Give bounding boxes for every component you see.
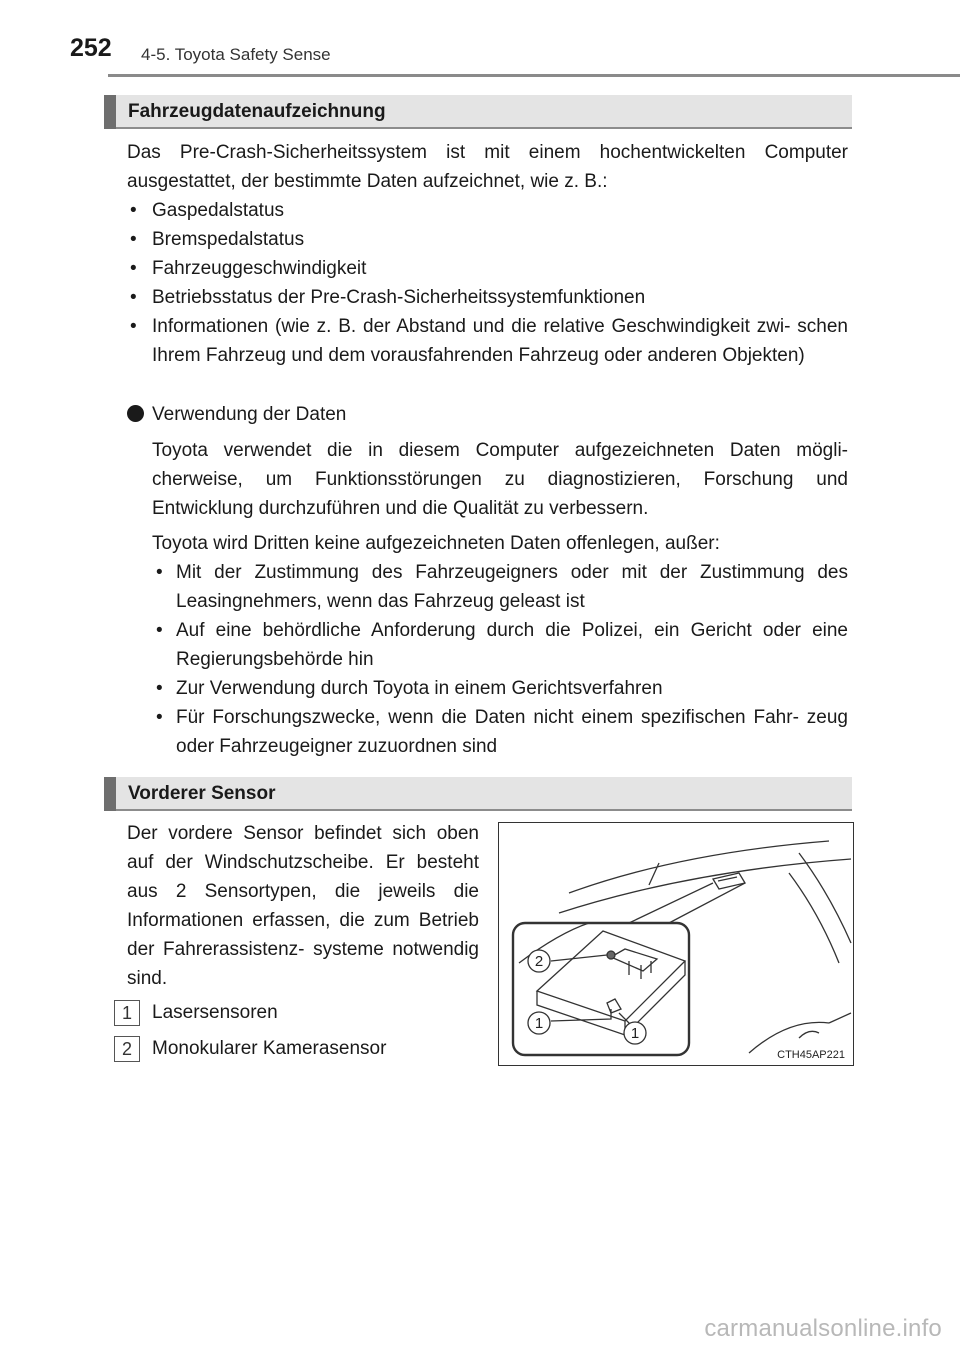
section-heading-vorderer-sensor xyxy=(104,777,852,811)
list-item: • Bremspedalstatus xyxy=(130,225,848,254)
sensor-paragraph: Der vordere Sensor befindet sich oben auf der Windschutzscheibe. Er besteht aus 2 Sensortypen, die jeweils die Informationen erfassen, die zum Betrieb der Fahrerassistenz- systeme notwendig sind. xyxy=(127,823,479,989)
chapter-title: 4-5. Toyota Safety Sense xyxy=(141,45,331,64)
bullet-dot: • xyxy=(130,200,137,221)
section-accent xyxy=(104,777,116,811)
list-item: • Fahrzeuggeschwindigkeit xyxy=(130,254,848,283)
bullet-dot: • xyxy=(130,316,137,337)
usage-paragraph-1: Toyota verwendet die in diesem Computer aufgezeichneten Daten mögli- cherweise, um Funktionsstörungen zu diagnostizieren, Forschung und Entwicklung durchzuführen und die Qualität zu verbessern. xyxy=(152,440,848,519)
header-rule xyxy=(108,74,960,77)
watermark: carmanualsonline.info xyxy=(704,1315,942,1342)
callout-1b: 1 xyxy=(630,1025,640,1042)
list-item: • Gaspedalstatus xyxy=(130,196,848,225)
item-label-lasersensoren: Lasersensoren xyxy=(152,1002,278,1023)
usage-heading: Verwendung der Daten xyxy=(152,404,347,425)
usage-paragraph-2: Toyota wird Dritten keine aufgezeichneten Daten offenlegen, außer: xyxy=(152,533,720,554)
item-number-1: 1 xyxy=(114,1000,140,1026)
section-accent xyxy=(104,95,116,129)
section-title: Fahrzeugdatenaufzeichnung xyxy=(128,101,386,122)
bullet-dot: • xyxy=(130,287,137,308)
bullet-dot: • xyxy=(130,258,137,279)
bullet-dot: • xyxy=(156,678,163,699)
callout-1a: 1 xyxy=(534,1015,544,1032)
windshield-sensor-illustration xyxy=(499,823,853,1065)
bullet-dot: • xyxy=(156,707,163,728)
bullet-dot: • xyxy=(156,620,163,641)
intro-paragraph: Das Pre-Crash-Sicherheitssystem ist mit einem hochentwickelten Computer ausgestattet, der bestimmte Daten aufzeichnet, wie z. B.: xyxy=(127,142,848,192)
page-header xyxy=(0,0,960,80)
list-item: • Mit der Zustimmung des Fahrzeugeigners oder mit der Zustimmung des Leasingnehmers, wenn das Fahrzeug geleast ist xyxy=(156,558,848,616)
figure-code: CTH45AP221 xyxy=(777,1049,845,1061)
list-item: • Informationen (wie z. B. der Abstand und die relative Geschwindigkeit zwi- schen Ihrem Fahrzeug und dem vorausfahrenden Fahrzeug oder anderen Objekten) xyxy=(130,312,848,370)
section-title: Vorderer Sensor xyxy=(128,783,276,804)
list-item: • Zur Verwendung durch Toyota in einem Gerichtsverfahren xyxy=(156,674,848,703)
page-number: 252 xyxy=(70,34,112,62)
callout-2: 2 xyxy=(534,953,544,970)
section-heading-fahrzeugdaten xyxy=(104,95,852,129)
item-number-2: 2 xyxy=(114,1036,140,1062)
bullet-dot: • xyxy=(130,229,137,250)
bullet-dot: • xyxy=(156,562,163,583)
list-item: • Betriebsstatus der Pre-Crash-Sicherheitssystemfunktionen xyxy=(130,283,848,312)
circle-bullet-icon xyxy=(127,405,144,422)
list-item: • Auf eine behördliche Anforderung durch die Polizei, ein Gericht oder eine Regierungsbehörde hin xyxy=(156,616,848,674)
sensor-figure xyxy=(498,822,854,1066)
item-label-kamerasensor: Monokularer Kamerasensor xyxy=(152,1038,387,1059)
list-item: • Für Forschungszwecke, wenn die Daten nicht einem spezifischen Fahr- zeug oder Fahrzeugeigner zuzuordnen sind xyxy=(156,703,848,761)
